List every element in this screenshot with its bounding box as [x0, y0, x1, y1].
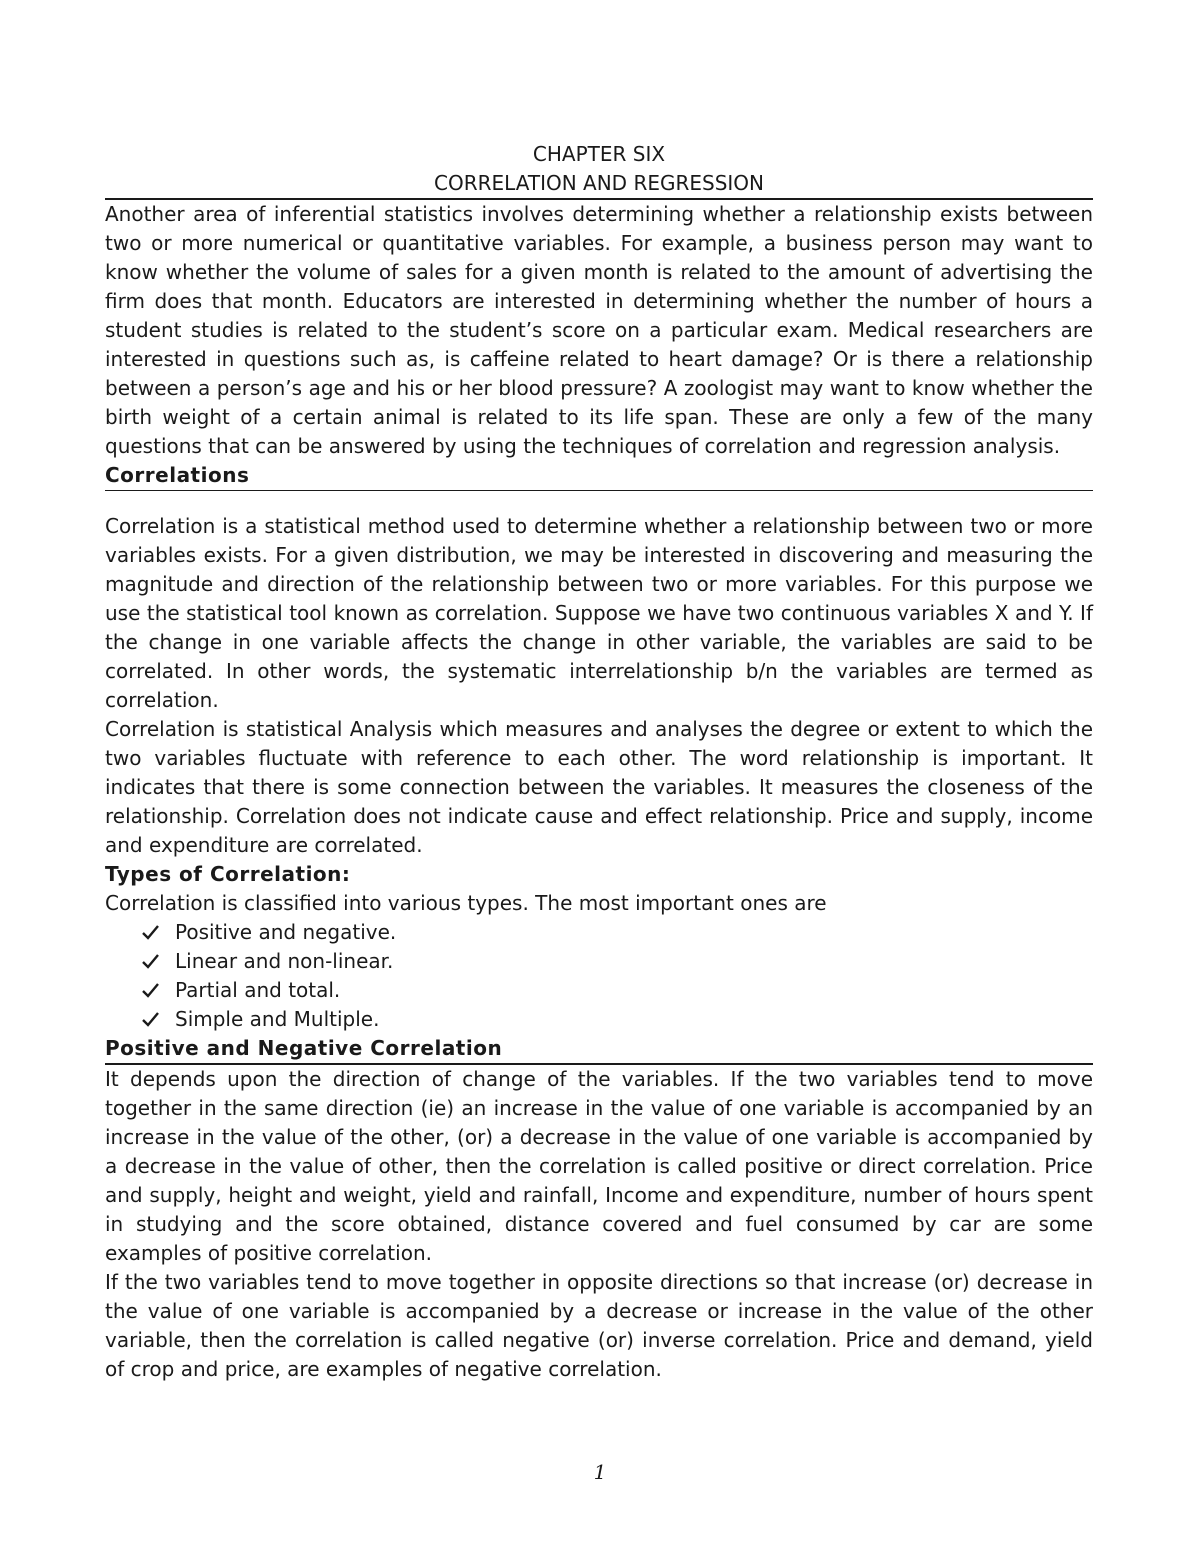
list-item: [141, 918, 1093, 947]
correlations-paragraph-1: Correlation is a statistical method used to determine whether a relationship between two or more variables exists. For a given distribution, we may be interested in discovering and measuring the magnitude and direction of the relationship between two or more variables. For this purpose we use the statistical tool known as correlation. Suppose we have two continuous variables X and Y. If the change in one variable affects the change in other variable, the variables are said to be correlated. In other words, the systematic interrelationship b/n the variables are termed as correlation.: [105, 514, 1093, 712]
list-item-text: Simple and Multiple.: [175, 1007, 380, 1031]
intro-paragraph: Another area of inferential statistics involves determining whether a relationship exists between two or more numerical or quantitative variables. For example, a business person may want to know whether the volume of sales for a given month is related to the amount of advertising the firm does that month. Educators are interested in determining whether the number of hours a student studies is related to the student’s score on a particular exam. Medical researchers are interested in questions such as, is caffeine related to heart damage? Or is there a relationship between a person’s age and his or her blood pressure? A zoologist may want to know whether the birth weight of a certain animal is related to its life span. These are only a few of the many questions that can be answered by using the techniques of correlation and regression analysis.: [105, 202, 1093, 458]
list-item-text: Partial and total.: [175, 978, 341, 1002]
positive-negative-paragraph-1: It depends upon the direction of change of the variables. If the two variables tend to move together in the same direction (ie) an increase in the value of one variable is accompanied by an increase in the value of the other, (or) a decrease in the value of one variable is accompanied by a decrease in the value of other, then the correlation is called positive or direct correlation. Price and supply, height and weight, yield and rainfall, Income and expenditure, number of hours spent in studying and the score obtained, distance covered and fuel consumed by car are some examples of positive correlation.: [105, 1067, 1093, 1265]
list-item: [141, 947, 1093, 976]
correlations-paragraph-2: Correlation is statistical Analysis which measures and analyses the degree or extent to which the two variables fluctuate with reference to each other. The word relationship is important. It indicates that there is some connection between the variables. It measures the closeness of the relationship. Correlation does not indicate cause and effect relationship. Price and supply, income and expenditure are correlated.: [105, 717, 1093, 857]
positive-negative-heading: Positive and Negative Correlation: [105, 1034, 1093, 1065]
list-item: [141, 1005, 1093, 1034]
checkmark-icon: [141, 947, 161, 976]
list-item-text: Linear and non-linear.: [175, 949, 394, 973]
checkmark-icon: [141, 918, 161, 947]
types-intro: Correlation is classified into various types. The most important ones are: [105, 891, 827, 915]
correlations-heading: Correlations: [105, 461, 1093, 491]
list-item: [141, 976, 1093, 1005]
chapter-title: CORRELATION AND REGRESSION: [105, 169, 1093, 200]
checkmark-icon: [141, 976, 161, 1005]
page-number: 1: [593, 1460, 607, 1484]
list-item-text: Positive and negative.: [175, 920, 397, 944]
types-list: [105, 918, 1093, 1034]
chapter-label: CHAPTER SIX: [532, 142, 666, 166]
positive-negative-paragraph-2: If the two variables tend to move together in opposite directions so that increase (or) decrease in the value of one variable is accompanied by a decrease or increase in the value of the other variable, then the correlation is called negative (or) inverse correlation. Price and demand, yield of crop and price, are examples of negative correlation.: [105, 1270, 1093, 1381]
section-spacer: [105, 491, 1093, 512]
types-heading: Types of Correlation:: [105, 862, 351, 886]
document-page: [105, 140, 1093, 1384]
checkmark-icon: [141, 1005, 161, 1034]
